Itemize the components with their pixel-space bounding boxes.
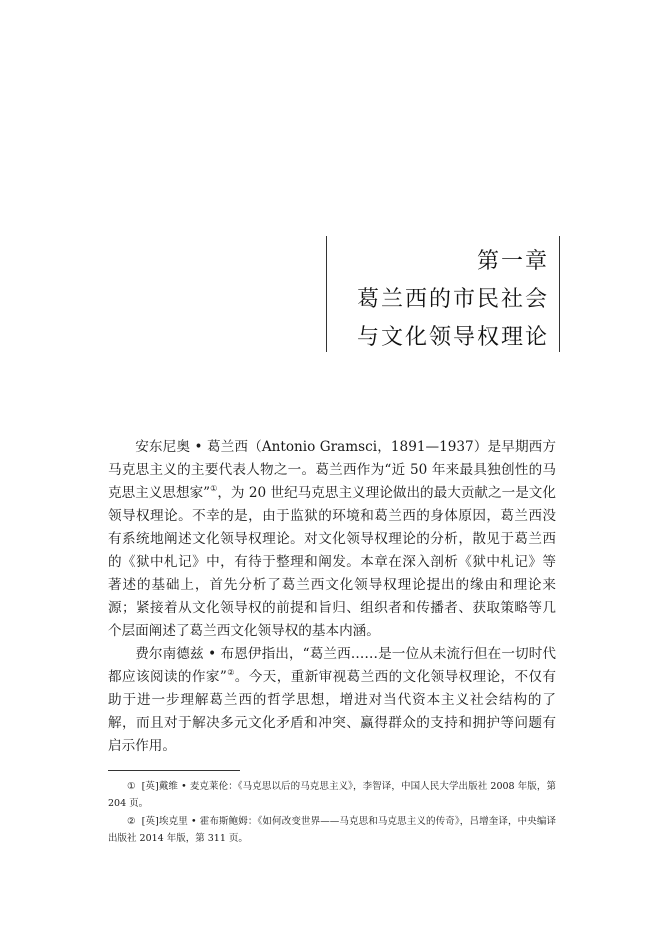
body-text [108,436,556,758]
chapter-heading [326,236,560,352]
paragraph-text: 安东尼奥 • 葛兰西（Antonio Gramsci，1891—1937）是早期西方马克思主义的主要代表人物之一。葛兰西作为“近 50 年来最具独创性的马克思主义思想家” [108,439,556,501]
footnote-divider [108,770,240,771]
paragraph-text: 。今天，重新审视葛兰西的文化领导权理论，不仅有助于进一步理解葛兰西的哲学思想，增进对当代资本主义社会结构的了解，而且对于解决多元文化矛盾和冲突、赢得群众的支持和拥护等问题有启示作用。 [108,669,557,754]
footnote-mark: ① [127,781,136,792]
paragraph-text: ，为 20 世纪马克思主义理论做出的最大贡献之一是文化领导权理论。不幸的是，由于监狱的环境和葛兰西的身体原因，葛兰西没有系统地阐述文化领导权理论。对文化领导权理论的分析，散见于葛兰西的《狱中札记》中，有待于整理和阐发。本章在深入剖析《狱中札记》等著述的基础上，首先分析了葛兰西文化领导权理论提出的缘由和理论来源；紧接着从文化领导权的前提和旨归、组织者和传播者、获取策略等几个层面阐述了葛兰西文化领导权的基本内涵。 [108,485,557,639]
footnote-2 [108,813,556,847]
footnote-1 [108,778,556,812]
footnote-ref-1: ① [210,484,218,493]
footnotes [108,778,556,848]
chapter-number: 第一章 [476,249,549,274]
chapter-title-line-1: 葛兰西的市民社会 [356,287,549,312]
footnote-text: [英]戴维 • 麦克莱伦：《马克思以后的马克思主义》，李智译，中国人民大学出版社 2008 年版，第 204 页。 [108,781,556,809]
paragraph-text: 费尔南德兹 • 布恩伊指出，“葛兰西……是一位从未流行但在一切时代都应该阅读的作家” [108,646,556,685]
paragraph-1 [108,436,556,643]
chapter-title-line-2: 与文化领导权理论 [356,325,549,350]
paragraph-2 [108,643,556,758]
footnote-text: [英]埃克里 • 霍布斯鲍姆：《如何改变世界——马克思和马克思主义的传奇》，吕增奎译，中央编译出版社 2014 年版，第 311 页。 [108,816,556,844]
footnote-mark: ② [127,816,136,827]
footnote-ref-2: ② [226,668,235,677]
